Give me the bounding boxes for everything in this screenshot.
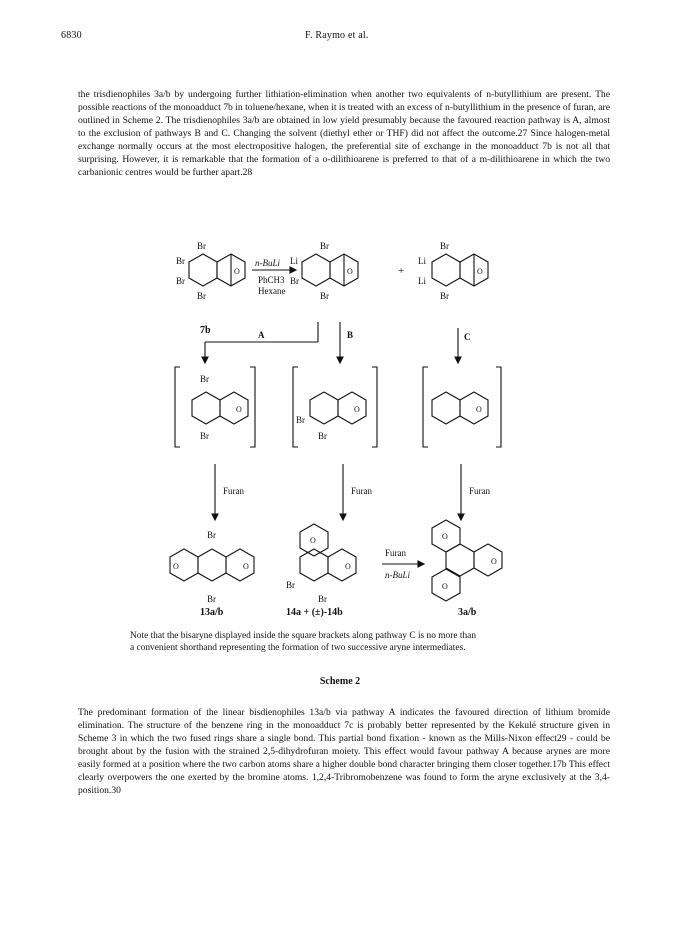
atom-br-14-left: Br: [286, 580, 295, 590]
plus-sign: +: [398, 265, 405, 277]
atom-br-b-left: Br: [296, 415, 305, 425]
atom-br-a-bottom: Br: [200, 431, 209, 441]
scheme-note: [130, 630, 570, 654]
atom-br-7b-left-bottom: Br: [176, 276, 185, 286]
atom-o-14-top: O: [310, 536, 316, 545]
atom-br-li-left: Br: [290, 276, 299, 286]
atom-o-3-top: O: [442, 532, 448, 541]
reagent-nbuli-right: n-BuLi: [385, 570, 411, 580]
scheme-note-line-1: Note that the bisaryne displayed inside the square brackets along pathway C is no more than: [130, 631, 477, 641]
atom-o-b: O: [354, 405, 360, 414]
product-label-13ab: 13a/b: [200, 607, 224, 618]
pathway-a-label: A: [258, 330, 265, 340]
pathway-b-label: B: [347, 330, 354, 340]
atom-li-dili-2: Li: [418, 276, 426, 286]
reaction-scheme: [0, 232, 680, 652]
atom-o-a: O: [236, 405, 242, 414]
furan-label-b: Furan: [351, 486, 372, 496]
scheme-caption: Scheme 2: [319, 676, 361, 687]
atom-br-b-bottom: Br: [318, 431, 327, 441]
atom-br-dili-bottom: Br: [440, 291, 449, 301]
scheme-drawing: [0, 232, 680, 652]
reagent-nbuli: n-BuLi: [255, 258, 281, 268]
atom-o-7b: O: [234, 267, 240, 276]
atom-o-13-right: O: [243, 562, 249, 571]
atom-br-7b-top: Br: [197, 241, 206, 251]
bracket-b: [293, 367, 377, 447]
product-label-14: 14a + (±)-14b: [286, 607, 343, 618]
label-7b: 7b: [200, 325, 211, 336]
atom-o-3-right: O: [491, 557, 497, 566]
paragraph-discussion: [78, 706, 610, 797]
atom-br-13-top: Br: [207, 530, 216, 540]
atom-li-dili-1: Li: [418, 256, 426, 266]
atom-o-13-left: O: [173, 562, 179, 571]
reagent-hexane: Hexane: [258, 286, 286, 296]
furan-label-c: Furan: [469, 486, 490, 496]
paragraph-discussion-text: The predominant formation of the linear bisdienophiles 13a/b via pathway A indicates the favoured direction of lithium bromide elimination. The structure of the benzene ring in the monoadduct 7c is probably better represented by the Kekulé structure given in Scheme 3 in which the two fused rings share a single bond. This partial bond fixation - known as the Mills-Nixon effect29 - could be brought about by the fusion with the strained 2,5-dihydrofuran moiety. This effect would favour pathway A because arynes are more easily formed at a position where the two carbon atoms share a higher double bond character bringing them closer together.17b This effect clearly overpowers the one exerted by the bromine atoms. 1,2,4-Tribromobenzene was found to form the aryne exclusively at the 3,4-position.30: [78, 707, 610, 796]
page-number: 6830: [61, 30, 82, 41]
atom-li-mono: Li: [290, 256, 298, 266]
paragraph-intro: [78, 88, 610, 179]
atom-br-a-top: Br: [200, 374, 209, 384]
bracket-c: [423, 367, 501, 447]
atom-br-dili-top: Br: [440, 241, 449, 251]
atom-br-li-top: Br: [320, 241, 329, 251]
furan-label-a: Furan: [223, 486, 244, 496]
atom-br-13-bottom: Br: [207, 594, 216, 604]
atom-br-7b-bottom: Br: [197, 291, 206, 301]
atom-o-14-right: O: [345, 562, 351, 571]
reagent-furan-right: Furan: [385, 548, 406, 558]
atom-br-14-bottom: Br: [318, 594, 327, 604]
atom-br-li-bottom: Br: [320, 291, 329, 301]
running-header-authors: F. Raymo et al.: [305, 30, 369, 41]
molecule-14: [300, 524, 356, 581]
scheme-note-line-2: a convenient shorthand representing the formation of two successive aryne intermediates.: [130, 643, 466, 653]
atom-o-c: O: [476, 405, 482, 414]
atom-br-7b-left-top: Br: [176, 256, 185, 266]
pathway-c-label: C: [464, 332, 471, 342]
paragraph-intro-text: the trisdienophiles 3a/b by undergoing further lithiation-elimination when another two equivalents of n-butyllithium are present. The possible reactions of the monoadduct 7b in toluene/hexane, when it is treated with an excess of n-butyllithium in the presence of furan, are outlined in Scheme 2. The trisdienophiles 3a/b are obtained in low yield presumably because the favoured reaction pathway is A, almost to the exclusion of pathways B and C. Changing the solvent (diethyl ether or THF) did not affect the outcome.27 Since halogen-metal exchange normally occurs at the most electropositive halogen, the preferential site of exchange in the monoadduct 7b is not all that surprising. However, it is remarkable that the formation of a o-dilithioarene is preferred to that of a m-dilithioarene in which the two carbanionic centres would be further apart.28: [78, 89, 610, 178]
product-label-3ab: 3a/b: [458, 607, 477, 618]
reagent-toluene: PhCH3: [258, 275, 285, 285]
atom-o-3-bottom: O: [442, 582, 448, 591]
atom-o-li: O: [347, 267, 353, 276]
molecule-13ab: [170, 549, 254, 581]
atom-o-dili: O: [477, 267, 483, 276]
bracket-a: [175, 367, 255, 447]
